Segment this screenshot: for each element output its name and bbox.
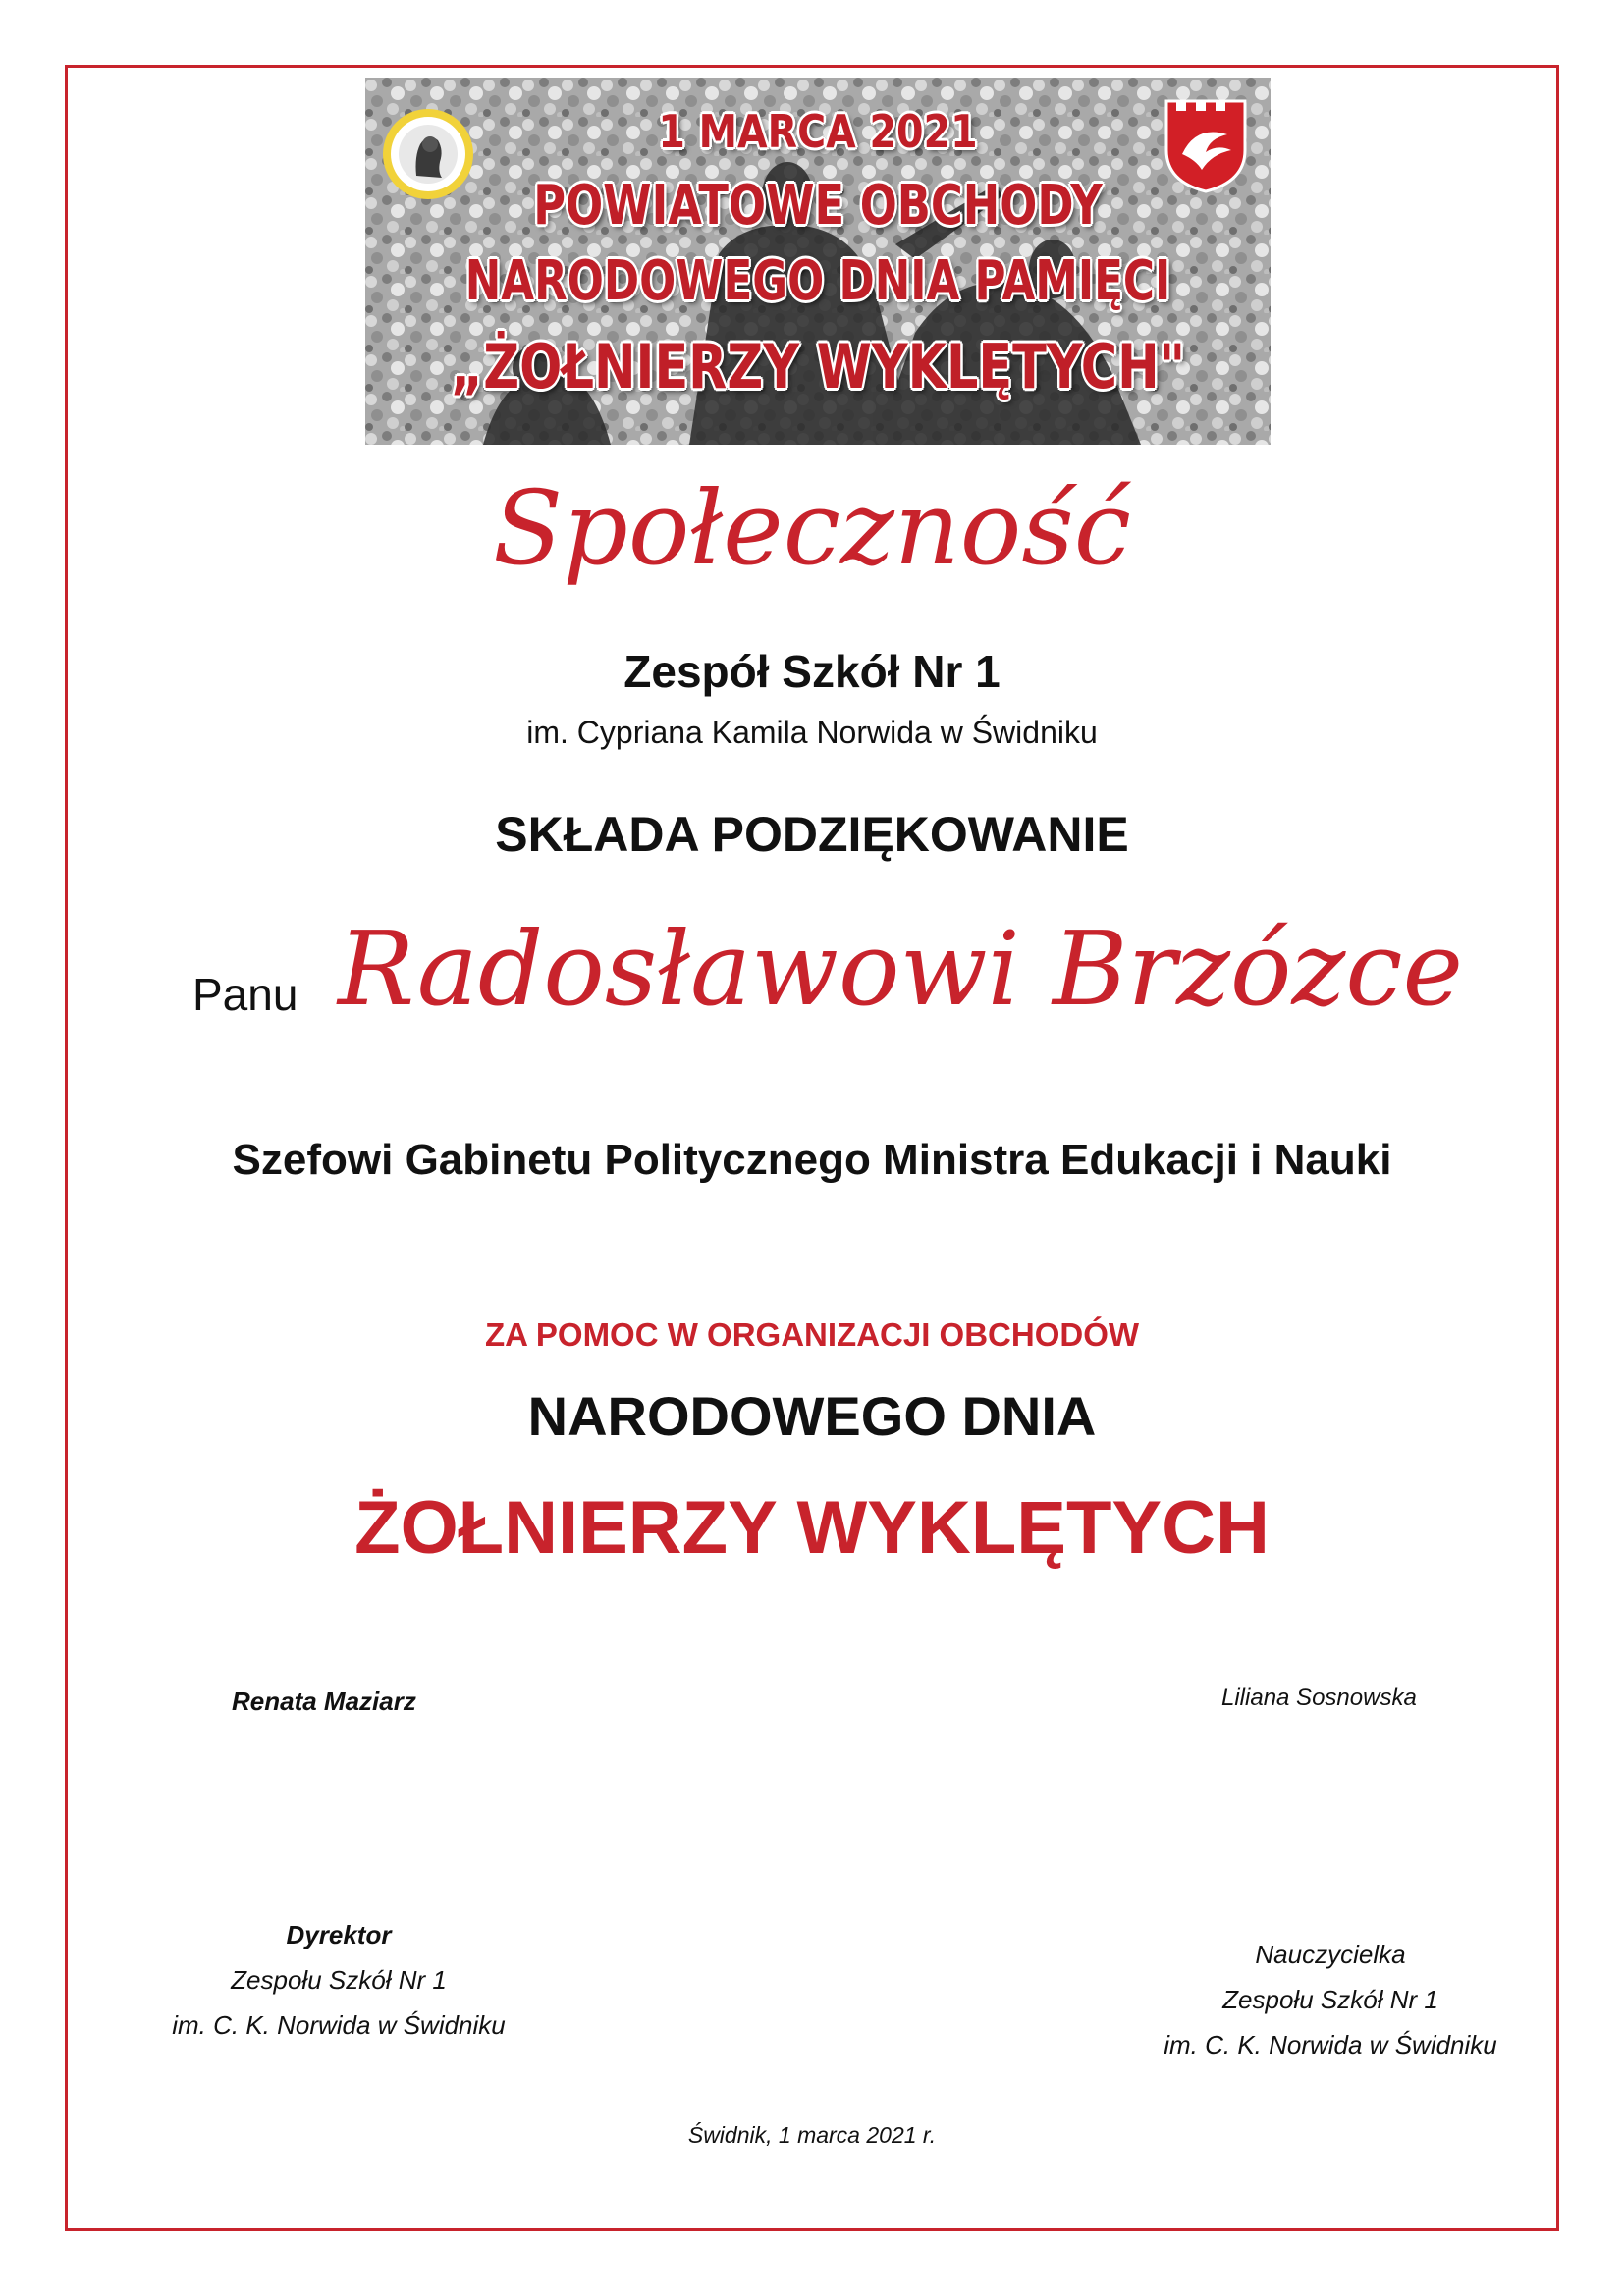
- signature-block-right: [1129, 1932, 1532, 2067]
- signatory-right-name: Liliana Sosnowska: [1221, 1684, 1417, 1711]
- recipient-row: [65, 908, 1559, 1045]
- signatory-left-name: Renata Maziarz: [232, 1686, 416, 1716]
- place-date: Świdnik, 1 marca 2021 r.: [687, 2122, 937, 2148]
- signatory-right-line-3: im. C. K. Norwida w Świdniku: [1164, 2030, 1497, 2059]
- banner-date: 1 MARCA 2021: [658, 105, 978, 158]
- reason-line-2: NARODOWEGO DNIA: [527, 1385, 1097, 1447]
- reason-line-1: ZA POMOC W ORGANIZACJI OBCHODÓW: [484, 1316, 1140, 1353]
- recipient-position: Szefowi Gabinetu Politycznego Ministra Edukacji i Nauki: [232, 1136, 1392, 1184]
- signatory-left-title: Dyrektor: [286, 1920, 392, 1949]
- banner-title-line-3: „ŻOŁNIERZY WYKLĘTYCH": [450, 331, 1186, 402]
- signatory-left-line-2: Zespołu Szkół Nr 1: [231, 1965, 447, 1995]
- reason-line-3: ŻOŁNIERZY WYKLĘTYCH: [354, 1486, 1270, 1570]
- signature-block-left: [142, 1912, 535, 2048]
- school-subtitle: im. Cypriana Kamila Norwida w Świdniku: [526, 715, 1098, 750]
- school-name: Zespół Szkół Nr 1: [623, 646, 1001, 697]
- signatory-right-line-2: Zespołu Szkół Nr 1: [1222, 1985, 1438, 2014]
- header-banner: [365, 78, 1271, 445]
- banner-title-line-1: POWIATOWE OBCHODY: [533, 174, 1103, 238]
- signatory-left-line-3: im. C. K. Norwida w Świdniku: [172, 2010, 506, 2040]
- thanks-heading: SKŁADA PODZIĘKOWANIE: [495, 807, 1129, 862]
- signatory-right-title: Nauczycielka: [1255, 1940, 1406, 1969]
- recipient-name: Radosławowi Brzózce: [338, 909, 1464, 1029]
- recipient-prefix: Panu: [192, 969, 298, 1020]
- community-heading: Społeczność: [493, 468, 1131, 588]
- banner-title-line-2: NARODOWEGO DNIA PAMIĘCI: [464, 249, 1171, 313]
